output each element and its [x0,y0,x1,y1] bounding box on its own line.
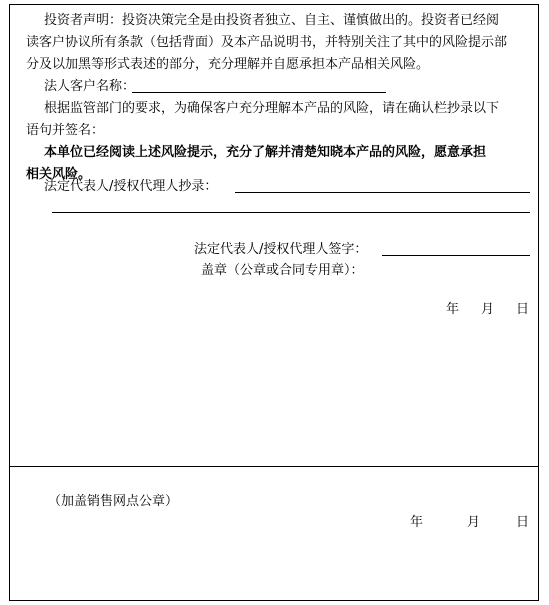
form-frame [9,4,539,601]
instruction-line-2: 语句并签名： [26,123,105,138]
date-lower-day: 日 [516,515,530,530]
client-name-label: 法人客户名称： [44,79,136,94]
date-upper-month: 月 [481,302,495,317]
instruction-line-1: 根据监管部门的要求，为确保客户充分理解本产品的风险，请在确认栏抄录以下 [44,101,500,116]
date-lower-month: 月 [467,515,481,530]
branch-seal-label: （加盖销售网点公章） [48,494,179,509]
seal-label: 盖章（公章或合同专用章）： [201,263,364,278]
signature-field[interactable] [382,255,530,256]
signature-label: 法定代表人/授权代理人签字： [194,242,368,257]
bold-statement-line-1: 本单位已经阅读上述风险提示，充分了解并清楚知晓本产品的风险，愿意承担 [44,145,487,160]
declaration-line-1: 投资者声明：投资决策完全是由投资者独立、自主、谨慎做出的。投资者已经阅 [44,13,500,28]
declaration-line-2: 读客户协议所有条款（包括背面）及本产品说明书，并特别关注了其中的风险提示部 [26,35,508,50]
date-upper-day: 日 [516,302,530,317]
client-name-field[interactable] [132,92,386,93]
transcribe-field-line-2[interactable] [52,212,530,213]
date-upper-year: 年 [446,302,460,317]
declaration-line-3: 分及以加黑等形式表述的部分，充分理解并自愿承担本产品相关风险。 [26,57,430,72]
date-lower-year: 年 [410,515,424,530]
transcribe-field-line-1[interactable] [235,192,530,193]
bold-statement-line-2: 相关风险。 [26,167,92,182]
section-divider [10,466,538,467]
transcribe-label: 法定代表人/授权代理人抄录： [44,179,218,194]
